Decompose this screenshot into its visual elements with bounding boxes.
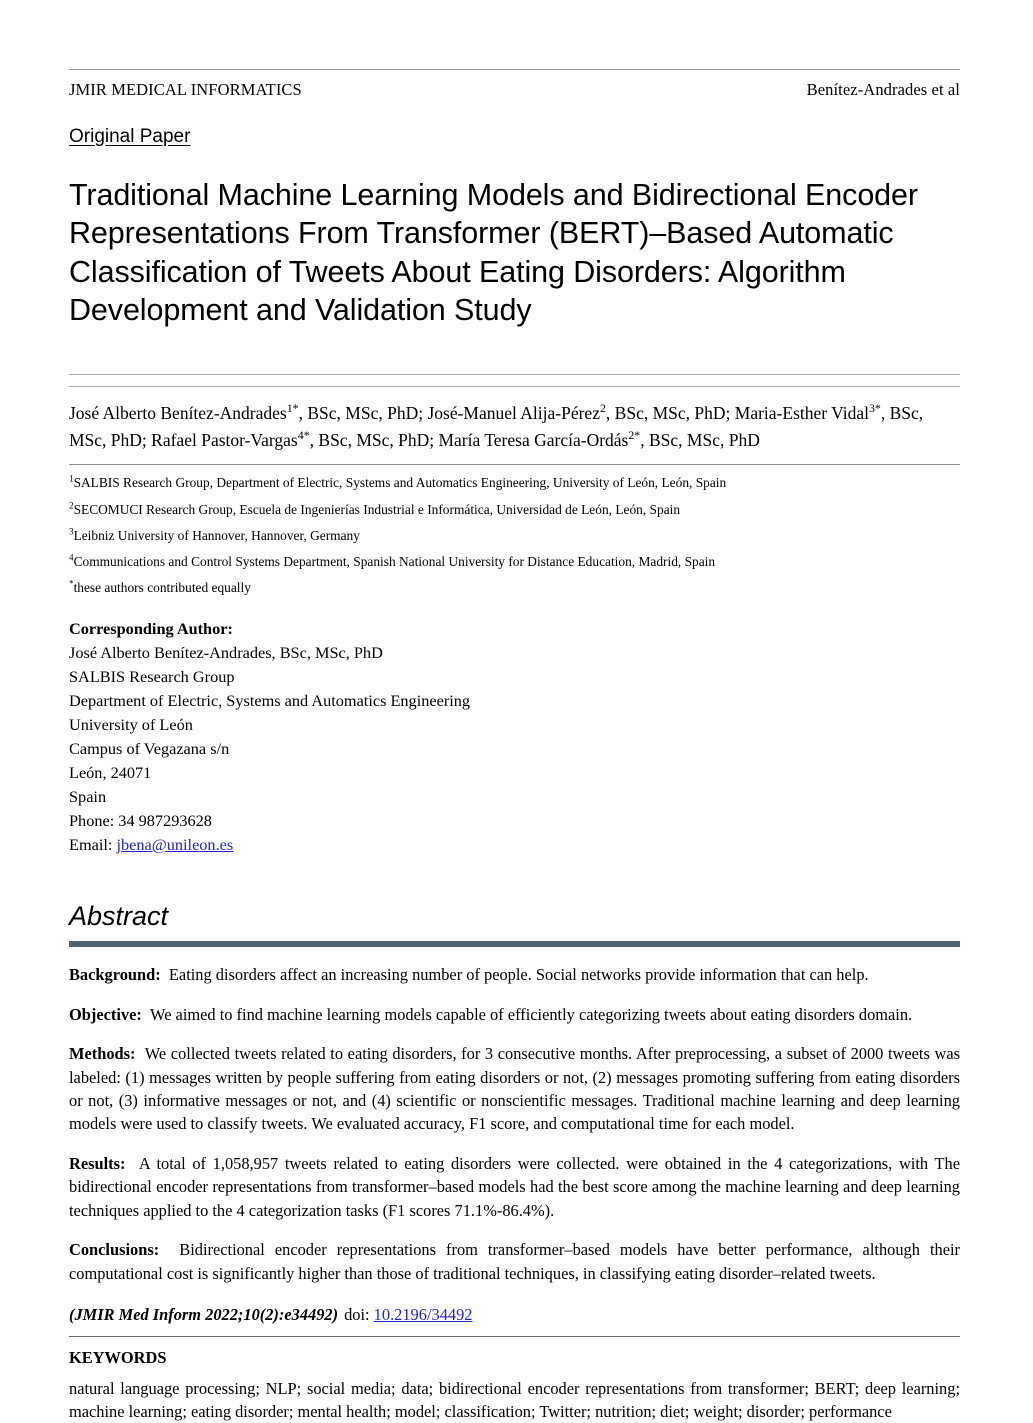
affiliation-text: these authors contributed equally (73, 580, 251, 596)
keywords-rule (69, 1336, 960, 1337)
affiliation-text: SALBIS Research Group, Department of Electric, Systems and Automatics Engineering, University of León, León, Spain (73, 475, 727, 491)
abstract-section-methods (69, 1042, 960, 1135)
author-1-marker: 1* (286, 401, 299, 416)
affiliation-text: SECOMUCI Research Group, Escuela de Ingenierías Industrial e Informática, Universidad de León, León, Spain (73, 501, 681, 517)
doi-link[interactable]: 10.2196/34492 (373, 1304, 473, 1324)
abstract-text: We collected tweets related to eating disorders, for 3 consecutive months. After preprocessing, a subset of 2000 tweets was labeled: (1) messages written by people suffering from eating disorders or not, (2) messages promoting suffering from eating disorders or not, (3) informative messages or not, and (4) scientific or nonscientific messages. Traditional machine learning and deep learning models were used to classify tweets. We evaluated accuracy, F1 score, and computational time for each model. (69, 1044, 960, 1134)
authors-rule (69, 464, 960, 465)
author-degrees-tail: , BSc, MSc, PhD (640, 429, 760, 450)
affiliation-marker: 3 (69, 526, 74, 537)
abstract-label: Objective: (69, 1004, 142, 1024)
abstract-text: Bidirectional encoder representations from transformer–based models have better performance, although their computational cost is significantly higher than those of traditional techniques, in classifying eating disorder–related tweets. (69, 1240, 960, 1283)
abstract-label: Conclusions: (69, 1240, 160, 1260)
author-3: , BSc, MSc, PhD; Maria-Esther Vidal$^{3*}$ (605, 401, 881, 424)
author-4: , BSc, MSc, PhD; Rafael Pastor-Vargas$^{4*}$ (69, 403, 924, 450)
keywords-heading: KEYWORDS (69, 1347, 167, 1367)
page-content (69, 0, 960, 1423)
email-link[interactable]: jbena@unileon.es (116, 834, 234, 854)
running-head-journal: JMIR MEDICAL INFORMATICS (69, 80, 302, 99)
affiliation-item (69, 578, 960, 599)
affiliation-text: Communications and Control Systems Department, Spanish National University for Distance Education, Madrid, Spain (73, 554, 716, 570)
corresponding-author-city: León, 24071 (69, 762, 152, 782)
author-4-marker: 4* (297, 427, 310, 442)
abstract-accent-rule (69, 941, 960, 947)
corresponding-author-block (69, 617, 960, 857)
abstract-text: We aimed to find machine learning models capable of efficiently categorizing tweets about eating disorders domain. (150, 1004, 913, 1024)
affiliation-marker: 1 (69, 473, 74, 484)
corresponding-author-department: Department of Electric, Systems and Automatics Engineering (69, 690, 471, 710)
author-2: , BSc, MSc, PhD; José-Manuel Alija-Pérez$^2$ (298, 401, 606, 424)
affiliation-item (69, 500, 960, 521)
article-type-label: Original Paper (69, 126, 191, 147)
corresponding-author-country: Spain (69, 786, 107, 806)
running-head (69, 70, 960, 100)
abstract-heading: Abstract (69, 900, 169, 931)
affiliation-list (69, 473, 960, 599)
abstract-section-background (69, 963, 960, 986)
running-head-authors: Benítez-Andrades et al (806, 80, 960, 99)
abstract-label: Background: (69, 965, 161, 985)
author-5: , BSc, MSc, PhD; María Teresa García-Ordás$^{2*}$ (309, 427, 641, 450)
abstract-text: A total of 1,058,957 tweets related to eating disorders were collected. were obtained in the 4 categorizations, with The bidirectional encoder representations from transformer–based models had the best score among the machine learning and deep learning techniques applied to the 4 categorization tasks (F1 scores 71.1%-86.4%). (69, 1154, 960, 1220)
page-title: Traditional Machine Learning Models and Bidirectional Encoder Representations From Transformer (BERT)–Based Automatic Classification of Tweets About Eating Disorders: Algorithm Development and Validation Study (69, 178, 918, 328)
abstract-section-conclusions (69, 1238, 960, 1285)
affiliation-marker: 4 (69, 552, 74, 563)
affiliation-item (69, 526, 960, 547)
corresponding-author-email-line (69, 833, 960, 857)
abstract-label: Methods: (69, 1044, 136, 1064)
author-3-marker: 3* (868, 401, 881, 416)
author-1: José Alberto Benítez-Andrades$^{1*}$ (69, 401, 299, 424)
abstract-section-results (69, 1152, 960, 1222)
citation-line (69, 1305, 960, 1325)
abstract-body (69, 963, 960, 1285)
corresponding-author-campus: Campus of Vegazana s/n (69, 738, 230, 758)
affiliation-item (69, 552, 960, 573)
affiliation-item (69, 473, 960, 494)
email-label: Email: (69, 834, 113, 854)
corresponding-author-university: University of León (69, 714, 193, 734)
abstract-label: Results: (69, 1154, 126, 1173)
corresponding-author-heading: Corresponding Author: (69, 619, 233, 639)
citation-reference: (JMIR Med Inform 2022;10(2):e34492) (69, 1304, 339, 1324)
corresponding-author-phone: Phone: 34 987293628 (69, 810, 212, 830)
affiliation-marker: * (69, 578, 74, 589)
author-list (69, 400, 960, 453)
affiliation-marker: 2 (69, 500, 74, 511)
affiliation-text: Leibniz University of Hannover, Hannover, Germany (73, 527, 360, 543)
corresponding-author-name: José Alberto Benítez-Andrades, BSc, MSc, PhD (69, 643, 383, 663)
keywords-text: natural language processing; NLP; social media; data; bidirectional encoder representations from transformer; BERT; deep learning; machine learning; eating disorder; mental health; model; classification; Twitter; nutrition; diet; weight; disorder; performance (69, 1378, 960, 1422)
doi-label: doi: (344, 1304, 370, 1324)
title-rule-lower (69, 386, 960, 387)
abstract-section-objective (69, 1003, 960, 1026)
corresponding-author-group: SALBIS Research Group (69, 667, 235, 687)
author-2-marker: 2 (599, 401, 606, 416)
abstract-text: Eating disorders affect an increasing number of people. Social networks provide information that can help. (168, 965, 869, 985)
author-5-marker: 2* (628, 427, 641, 442)
